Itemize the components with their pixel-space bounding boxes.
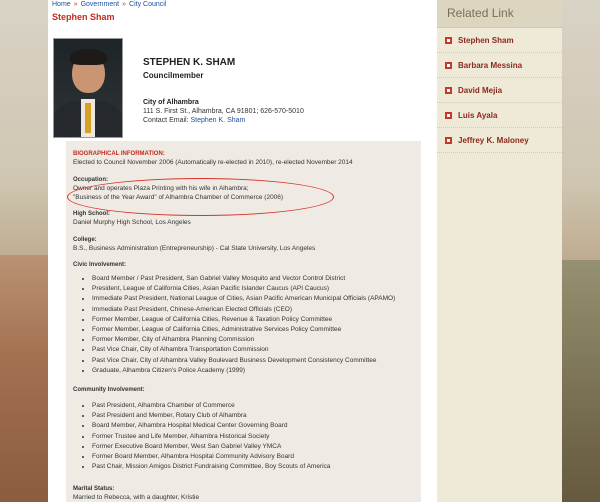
list-item: • Former Trustee and Life Member, Alhambra Historical Society bbox=[92, 432, 330, 442]
community-list bbox=[80, 401, 330, 472]
breadcrumb bbox=[52, 1, 166, 8]
occupation-line-2: "Business of the Year Award" of Alhambra Chamber of Commerce (2006) bbox=[73, 194, 284, 201]
breadcrumb-separator-icon: » bbox=[73, 1, 78, 8]
list-item: • Board Member, Alhambra Hospital Medical Center Governing Board bbox=[92, 421, 330, 431]
marital-label: Marital Status: bbox=[73, 486, 115, 492]
marital-text: Married to Rebecca, with a daughter, Kristie bbox=[73, 494, 200, 501]
related-link-stephen-sham[interactable]: Stephen Sham bbox=[437, 28, 562, 53]
occupation-line-1: Owner and operates Plaza Printing with his wife in Alhambra; bbox=[73, 185, 249, 192]
civic-list bbox=[80, 274, 395, 376]
list-item: • Former Board Member, Alhambra Hospital Community Advisory Board bbox=[92, 452, 330, 462]
list-item: • Past President, Alhambra Chamber of Commerce bbox=[92, 401, 330, 411]
councilmember-photo bbox=[53, 38, 123, 138]
list-item: • Immediate Past President, Chinese-American Elected Officials (CEO) bbox=[92, 305, 395, 315]
occupation-label: Occupation: bbox=[73, 177, 109, 183]
list-item: • Former Executive Board Member, West San Gabriel Valley YMCA bbox=[92, 442, 330, 452]
contact-label: Contact Email: bbox=[143, 117, 189, 124]
related-links-sidebar bbox=[437, 0, 562, 502]
contact-email bbox=[143, 117, 245, 124]
arrow-bullet-icon bbox=[445, 87, 452, 94]
breadcrumb-city-council[interactable]: City Council bbox=[129, 1, 167, 8]
college-text: B.S., Business Administration (Entrepreneurship) - Cal State University, Los Angeles bbox=[73, 245, 316, 252]
page-title: Stephen Sham bbox=[52, 12, 115, 22]
contact-email-link[interactable]: Stephen K. Sham bbox=[190, 117, 246, 124]
list-item: • Former Member, City of Alhambra Planning Commission bbox=[92, 335, 395, 345]
high-school-label: High School: bbox=[73, 211, 110, 217]
list-item: • Former Member, League of California Cities, Revenue & Taxation Policy Committee bbox=[92, 315, 395, 325]
background-building bbox=[0, 255, 48, 502]
sidebar-title: Related Link bbox=[437, 0, 562, 28]
biographical-text: Elected to Council November 2006 (Automatically re-elected in 2010), re-elected November 2014 bbox=[73, 159, 353, 166]
biographical-label: BIOGRAPHICAL INFORMATION: bbox=[73, 151, 165, 157]
list-item: • Graduate, Alhambra Citizen's Police Academy (1999) bbox=[92, 366, 395, 376]
profile-address: 111 S. First St., Alhambra, CA 91801; 626-570-5010 bbox=[143, 108, 304, 115]
list-item: • President, League of California Cities, Asian Pacific Islander Caucus (API Caucus) bbox=[92, 284, 395, 294]
related-link-barbara-messina[interactable]: Barbara Messina bbox=[437, 53, 562, 78]
list-item: • Board Member / Past President, San Gabriel Valley Mosquito and Vector Control District bbox=[92, 274, 395, 284]
related-link-david-mejia[interactable]: David Mejia bbox=[437, 78, 562, 103]
related-link-jeffrey-maloney[interactable]: Jeffrey K. Maloney bbox=[437, 128, 562, 153]
list-item: • Past Chair, Mission Amigos District Fundraising Committee, Boy Scouts of America bbox=[92, 462, 330, 472]
civic-label: Civic Involvement: bbox=[73, 262, 127, 268]
background-tree bbox=[562, 260, 600, 502]
list-item: • Immediate Past President, National League of Cities, Asian Pacific American Municipal Officials (APAMO) bbox=[92, 294, 395, 304]
breadcrumb-home[interactable]: Home bbox=[52, 1, 71, 8]
main-content bbox=[48, 0, 437, 502]
list-item: • Past Vice Chair, City of Alhambra Valley Boulevard Business Development Consistency Committee bbox=[92, 356, 395, 366]
arrow-bullet-icon bbox=[445, 37, 452, 44]
community-label: Community Involvement: bbox=[73, 387, 145, 393]
arrow-bullet-icon bbox=[445, 62, 452, 69]
related-link-luis-ayala[interactable]: Luis Ayala bbox=[437, 103, 562, 128]
profile-name: STEPHEN K. SHAM bbox=[143, 57, 236, 68]
arrow-bullet-icon bbox=[445, 112, 452, 119]
list-item: • Past Vice Chair, City of Alhambra Transportation Commission bbox=[92, 345, 395, 355]
breadcrumb-government[interactable]: Government bbox=[80, 1, 120, 8]
high-school-text: Daniel Murphy High School, Los Angeles bbox=[73, 219, 191, 226]
profile-org: City of Alhambra bbox=[143, 99, 199, 106]
college-label: College: bbox=[73, 237, 97, 243]
list-item: • Past President and Member, Rotary Club of Alhambra bbox=[92, 411, 330, 421]
profile-role: Councilmember bbox=[143, 71, 204, 80]
occupation-highlight-circle bbox=[67, 178, 334, 216]
arrow-bullet-icon bbox=[445, 137, 452, 144]
list-item: • Former Member, League of California Cities, Administrative Services Policy Committee bbox=[92, 325, 395, 335]
breadcrumb-separator-icon: » bbox=[122, 1, 127, 8]
